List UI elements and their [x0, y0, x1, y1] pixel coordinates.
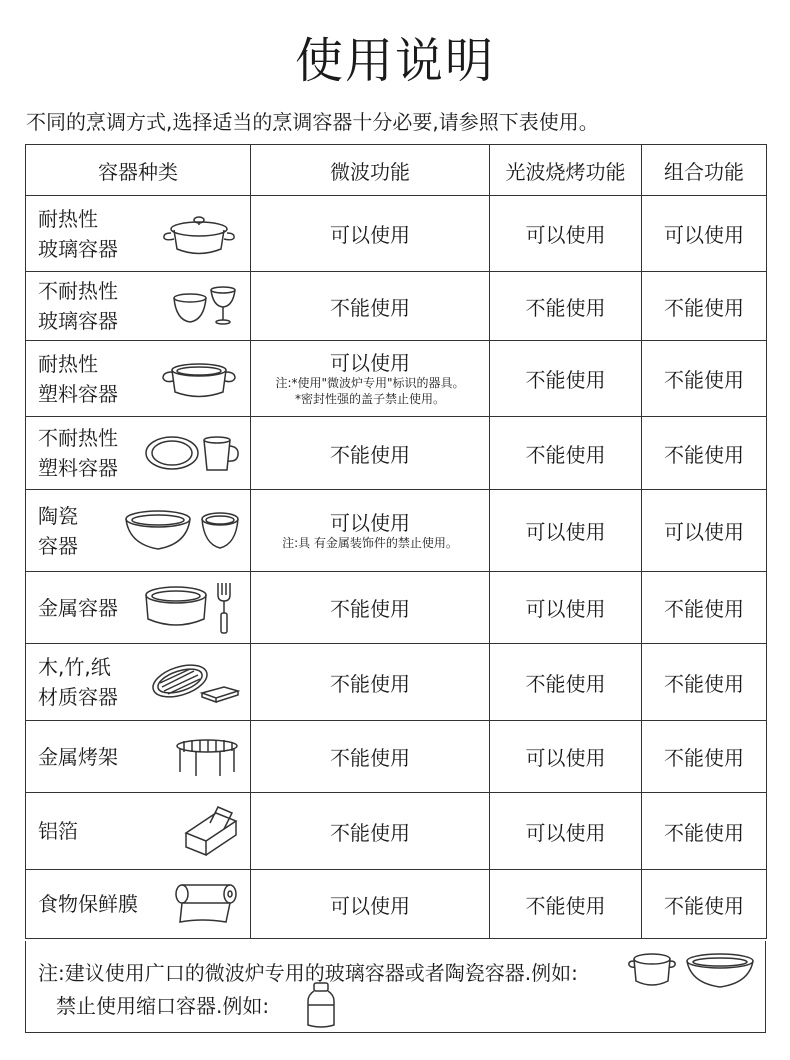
grill-rack-icon	[174, 736, 240, 778]
narrow-neck-jar-icon	[304, 981, 338, 1031]
usage-note-1: 注:具 有金属装饰件的禁止使用。	[282, 535, 458, 550]
combo-cell: 可以使用	[642, 490, 767, 572]
type-label-line1: 金属容器	[38, 595, 118, 620]
grill-cell: 不能使用	[490, 341, 642, 417]
type-label-line2: 塑料容器	[38, 381, 118, 406]
type-label-line2: 玻璃容器	[38, 309, 118, 333]
combo-cell: 不能使用	[642, 572, 767, 644]
microwave-cell: 不能使用	[251, 793, 490, 870]
container-type-cell	[26, 793, 251, 870]
type-label-line1: 铝箔	[38, 819, 78, 843]
combo-cell: 不能使用	[642, 644, 767, 721]
bowl-and-goblet-icon	[168, 282, 240, 330]
usage-table	[25, 144, 767, 939]
grill-cell: 可以使用	[490, 196, 642, 272]
grill-cell: 可以使用	[490, 793, 642, 870]
wide-bowl-icon	[684, 951, 756, 991]
table-row	[26, 417, 767, 490]
grill-cell: 可以使用	[490, 490, 642, 572]
usage-text: 可以使用	[330, 350, 410, 375]
type-label-line1: 不耐热性	[38, 426, 118, 450]
table-header-row	[26, 145, 767, 196]
grill-cell: 不能使用	[490, 644, 642, 721]
plastic-container-icon	[158, 354, 240, 404]
basket-and-paper-icon	[150, 657, 240, 707]
grill-cell: 不能使用	[490, 272, 642, 341]
type-label-line2: 玻璃容器	[38, 236, 118, 261]
cling-wrap-roll-icon	[172, 882, 240, 926]
microwave-cell: 不能使用	[251, 644, 490, 721]
type-label-line1: 木,竹,纸	[38, 655, 111, 679]
microwave-cell	[251, 341, 490, 417]
container-type-cell	[26, 644, 251, 721]
microwave-cell: 可以使用	[251, 870, 490, 939]
footer-recommend-text: 注:建议使用广口的微波炉专用的玻璃容器或者陶瓷容器.例如:	[38, 961, 578, 985]
container-type-cell	[26, 721, 251, 793]
table-row	[26, 572, 767, 644]
usage-text: 可以使用	[330, 510, 410, 535]
wide-pot-icon	[626, 949, 678, 993]
footer-prohibit-text: 禁止使用缩口容器.例如:	[56, 994, 270, 1018]
microwave-cell: 不能使用	[251, 272, 490, 341]
table-row	[26, 272, 767, 341]
microwave-cell: 不能使用	[251, 721, 490, 793]
lidded-pot-icon	[158, 209, 240, 259]
container-type-cell	[26, 870, 251, 939]
grill-cell: 不能使用	[490, 870, 642, 939]
table-row	[26, 341, 767, 417]
usage-note-1: 注:*使用"微波炉专用"标识的器具。	[275, 375, 465, 390]
combo-cell: 不能使用	[642, 870, 767, 939]
metal-pan-and-fork-icon	[144, 579, 240, 637]
table-row	[26, 644, 767, 721]
container-type-cell	[26, 196, 251, 272]
header-container-type: 容器种类	[26, 145, 251, 196]
table-row	[26, 196, 767, 272]
table-row	[26, 490, 767, 572]
container-type-cell	[26, 272, 251, 341]
footer-note	[25, 941, 766, 1033]
microwave-cell: 不能使用	[251, 417, 490, 490]
combo-cell: 不能使用	[642, 341, 767, 417]
grill-cell: 不能使用	[490, 417, 642, 490]
grill-cell: 可以使用	[490, 721, 642, 793]
type-label-line1: 食物保鲜膜	[38, 892, 138, 916]
combo-cell: 不能使用	[642, 272, 767, 341]
type-label-line1: 耐热性	[38, 206, 98, 231]
header-grill: 光波烧烤功能	[490, 145, 642, 196]
ceramic-bowls-icon	[124, 506, 240, 556]
usage-note-2: *密封性强的盖子禁止使用。	[294, 391, 445, 406]
page-title: 使用说明	[294, 33, 495, 89]
combo-cell: 不能使用	[642, 721, 767, 793]
container-type-cell	[26, 341, 251, 417]
combo-cell: 不能使用	[642, 793, 767, 870]
type-label-line1: 耐热性	[38, 351, 98, 376]
plate-and-cup-icon	[144, 430, 240, 476]
type-label-line2: 材质容器	[38, 685, 118, 709]
table-row	[26, 721, 767, 793]
type-label-line2: 塑料容器	[38, 456, 118, 480]
header-combo: 组合功能	[642, 145, 767, 196]
type-label-line1: 陶瓷	[38, 503, 78, 528]
container-type-cell	[26, 417, 251, 490]
table-row	[26, 870, 767, 939]
intro-text: 不同的烹调方式,选择适当的烹调容器十分必要,请参照下表使用。	[26, 110, 599, 134]
combo-cell: 可以使用	[642, 196, 767, 272]
container-type-cell	[26, 490, 251, 572]
combo-cell: 不能使用	[642, 417, 767, 490]
type-label-line1: 金属烤架	[38, 744, 118, 769]
microwave-cell: 不能使用	[251, 572, 490, 644]
foil-box-icon	[180, 803, 240, 859]
microwave-cell: 可以使用	[251, 196, 490, 272]
type-label-line2: 容器	[38, 533, 78, 558]
type-label-line1: 不耐热性	[38, 279, 118, 303]
table-row	[26, 793, 767, 870]
header-microwave: 微波功能	[251, 145, 490, 196]
container-type-cell	[26, 572, 251, 644]
grill-cell: 可以使用	[490, 572, 642, 644]
microwave-cell	[251, 490, 490, 572]
